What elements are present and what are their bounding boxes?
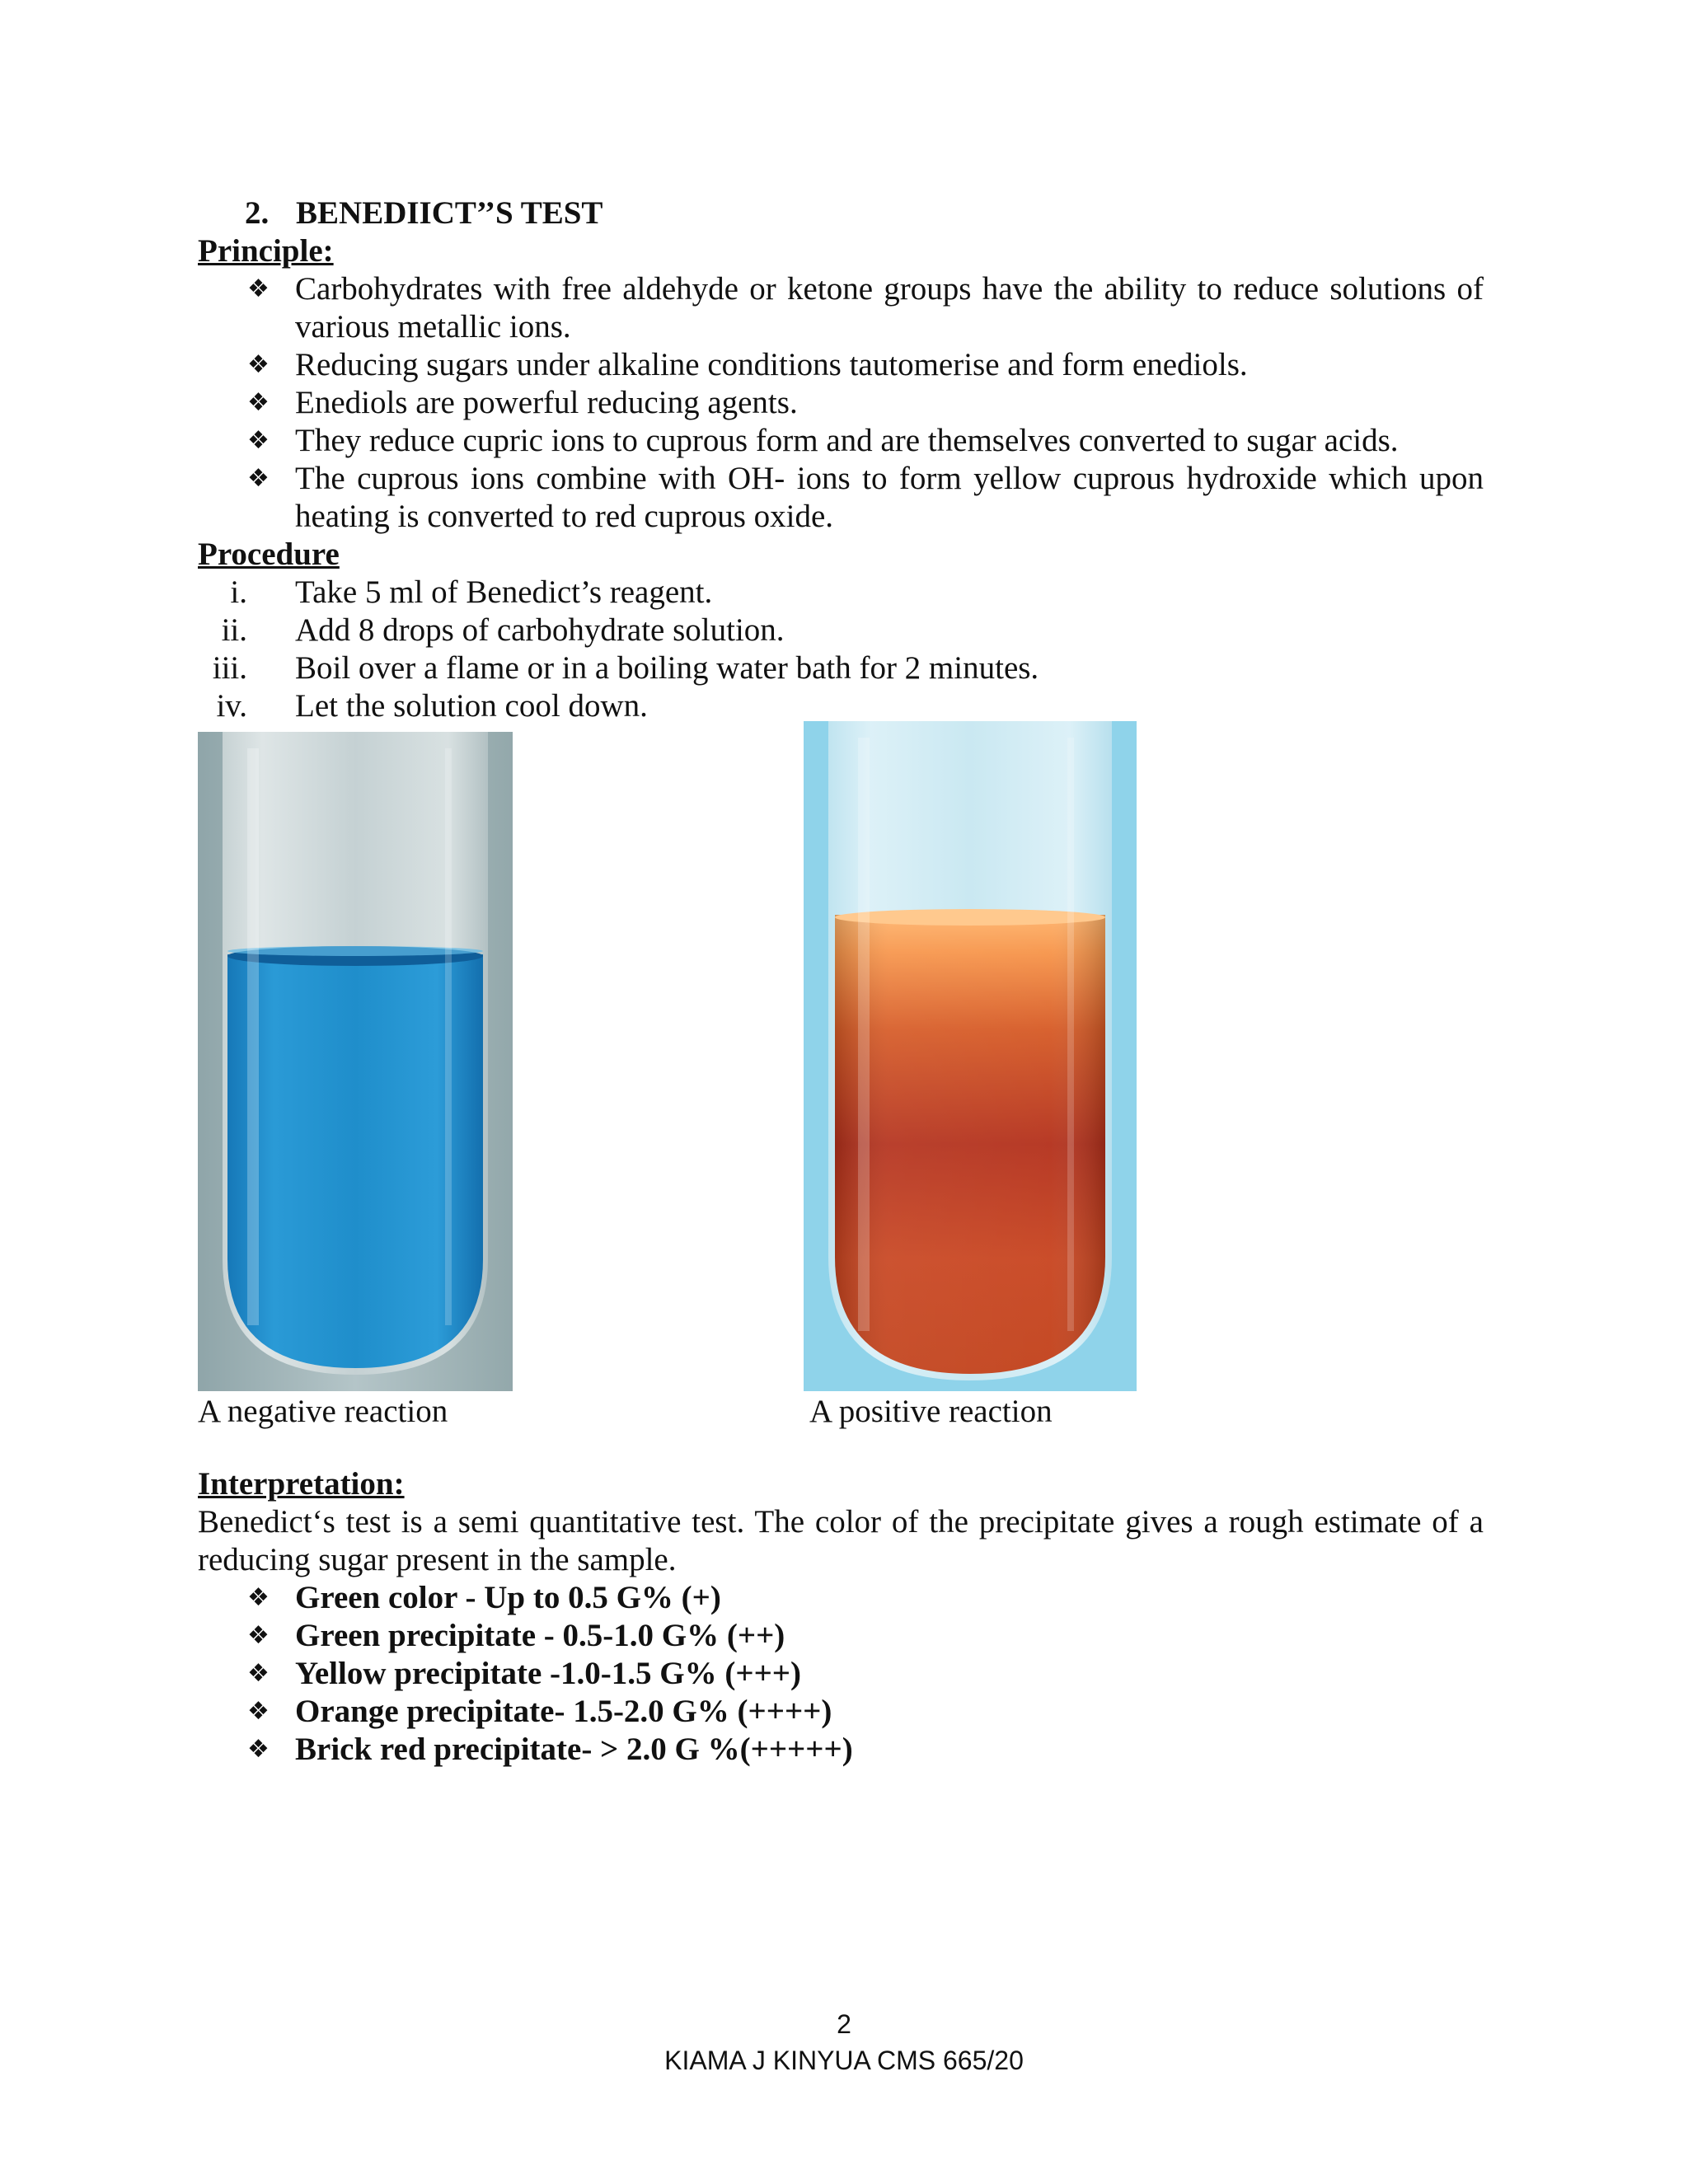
section-title: BENEDIICT’’S TEST xyxy=(296,195,603,231)
bullet-icon: ❖ xyxy=(247,1583,270,1612)
list-item: ❖ Green precipitate - 0.5-1.0 G% (++) xyxy=(247,1618,785,1653)
principle-heading: Principle: xyxy=(198,233,334,269)
procedure-list xyxy=(198,574,1484,725)
negative-caption: A negative reaction xyxy=(198,1394,448,1429)
list-item: ❖ The cuprous ions combine with OH- ions to form yellow cuprous hydroxide which upon heating is converted to red cuprous oxide. xyxy=(247,461,1484,534)
procedure-step: ii. Add 8 drops of carbohydrate solution. xyxy=(221,612,785,648)
procedure-heading: Procedure xyxy=(198,537,340,572)
bullet-icon: ❖ xyxy=(247,1621,270,1650)
bullet-icon: ❖ xyxy=(247,350,270,379)
page-number: 2 xyxy=(837,2009,851,2039)
list-item: ❖ They reduce cupric ions to cuprous form and are themselves converted to sugar acids. xyxy=(247,423,1399,458)
list-item: ❖ Yellow precipitate -1.0-1.5 G% (+++) xyxy=(247,1656,802,1691)
footer-author: KIAMA J KINYUA CMS 665/20 xyxy=(664,2046,1024,2075)
bullet-icon: ❖ xyxy=(247,1735,270,1764)
list-item: ❖ Reducing sugars under alkaline conditions tautomerise and form enediols. xyxy=(247,347,1248,382)
list-item: ❖ Green color - Up to 0.5 G% (+) xyxy=(247,1580,721,1615)
interpretation-list xyxy=(198,1579,1484,1769)
procedure-step: i. Take 5 ml of Benedict’s reagent. xyxy=(230,574,713,610)
procedure-step: iii. Boil over a flame or in a boiling water bath for 2 minutes. xyxy=(212,650,1039,686)
bullet-icon: ❖ xyxy=(247,1659,270,1688)
positive-reaction-image xyxy=(804,721,1137,1391)
list-item: ❖ Carbohydrates with free aldehyde or ketone groups have the ability to reduce solutions of various metallic ions. xyxy=(247,271,1484,344)
test-tube-red-icon xyxy=(804,721,1137,1391)
interpretation-heading: Interpretation: xyxy=(198,1466,405,1502)
section-heading xyxy=(245,194,603,232)
bullet-icon: ❖ xyxy=(247,426,270,455)
bullet-icon: ❖ xyxy=(247,274,270,303)
procedure-step: iv. Let the solution cool down. xyxy=(216,688,648,724)
section-number: 2. xyxy=(245,195,270,231)
negative-reaction-image xyxy=(198,732,513,1391)
list-item: ❖ Enediols are powerful reducing agents. xyxy=(247,385,798,420)
list-item: ❖ Orange precipitate- 1.5-2.0 G% (++++) xyxy=(247,1694,832,1729)
test-tube-blue-icon xyxy=(198,732,513,1391)
bullet-icon: ❖ xyxy=(247,388,270,417)
bullet-icon: ❖ xyxy=(247,1697,270,1726)
interpretation-paragraph: Benedict‘s test is a semi quantitative test. The color of the precipitate gives a rough estimate of a reducing sugar present in the sample. xyxy=(198,1504,1484,1577)
positive-caption: A positive reaction xyxy=(809,1394,1053,1429)
bullet-icon: ❖ xyxy=(247,464,270,493)
list-item: ❖ Brick red precipitate- > 2.0 G %(+++++) xyxy=(247,1732,853,1767)
principle-list xyxy=(198,270,1484,536)
